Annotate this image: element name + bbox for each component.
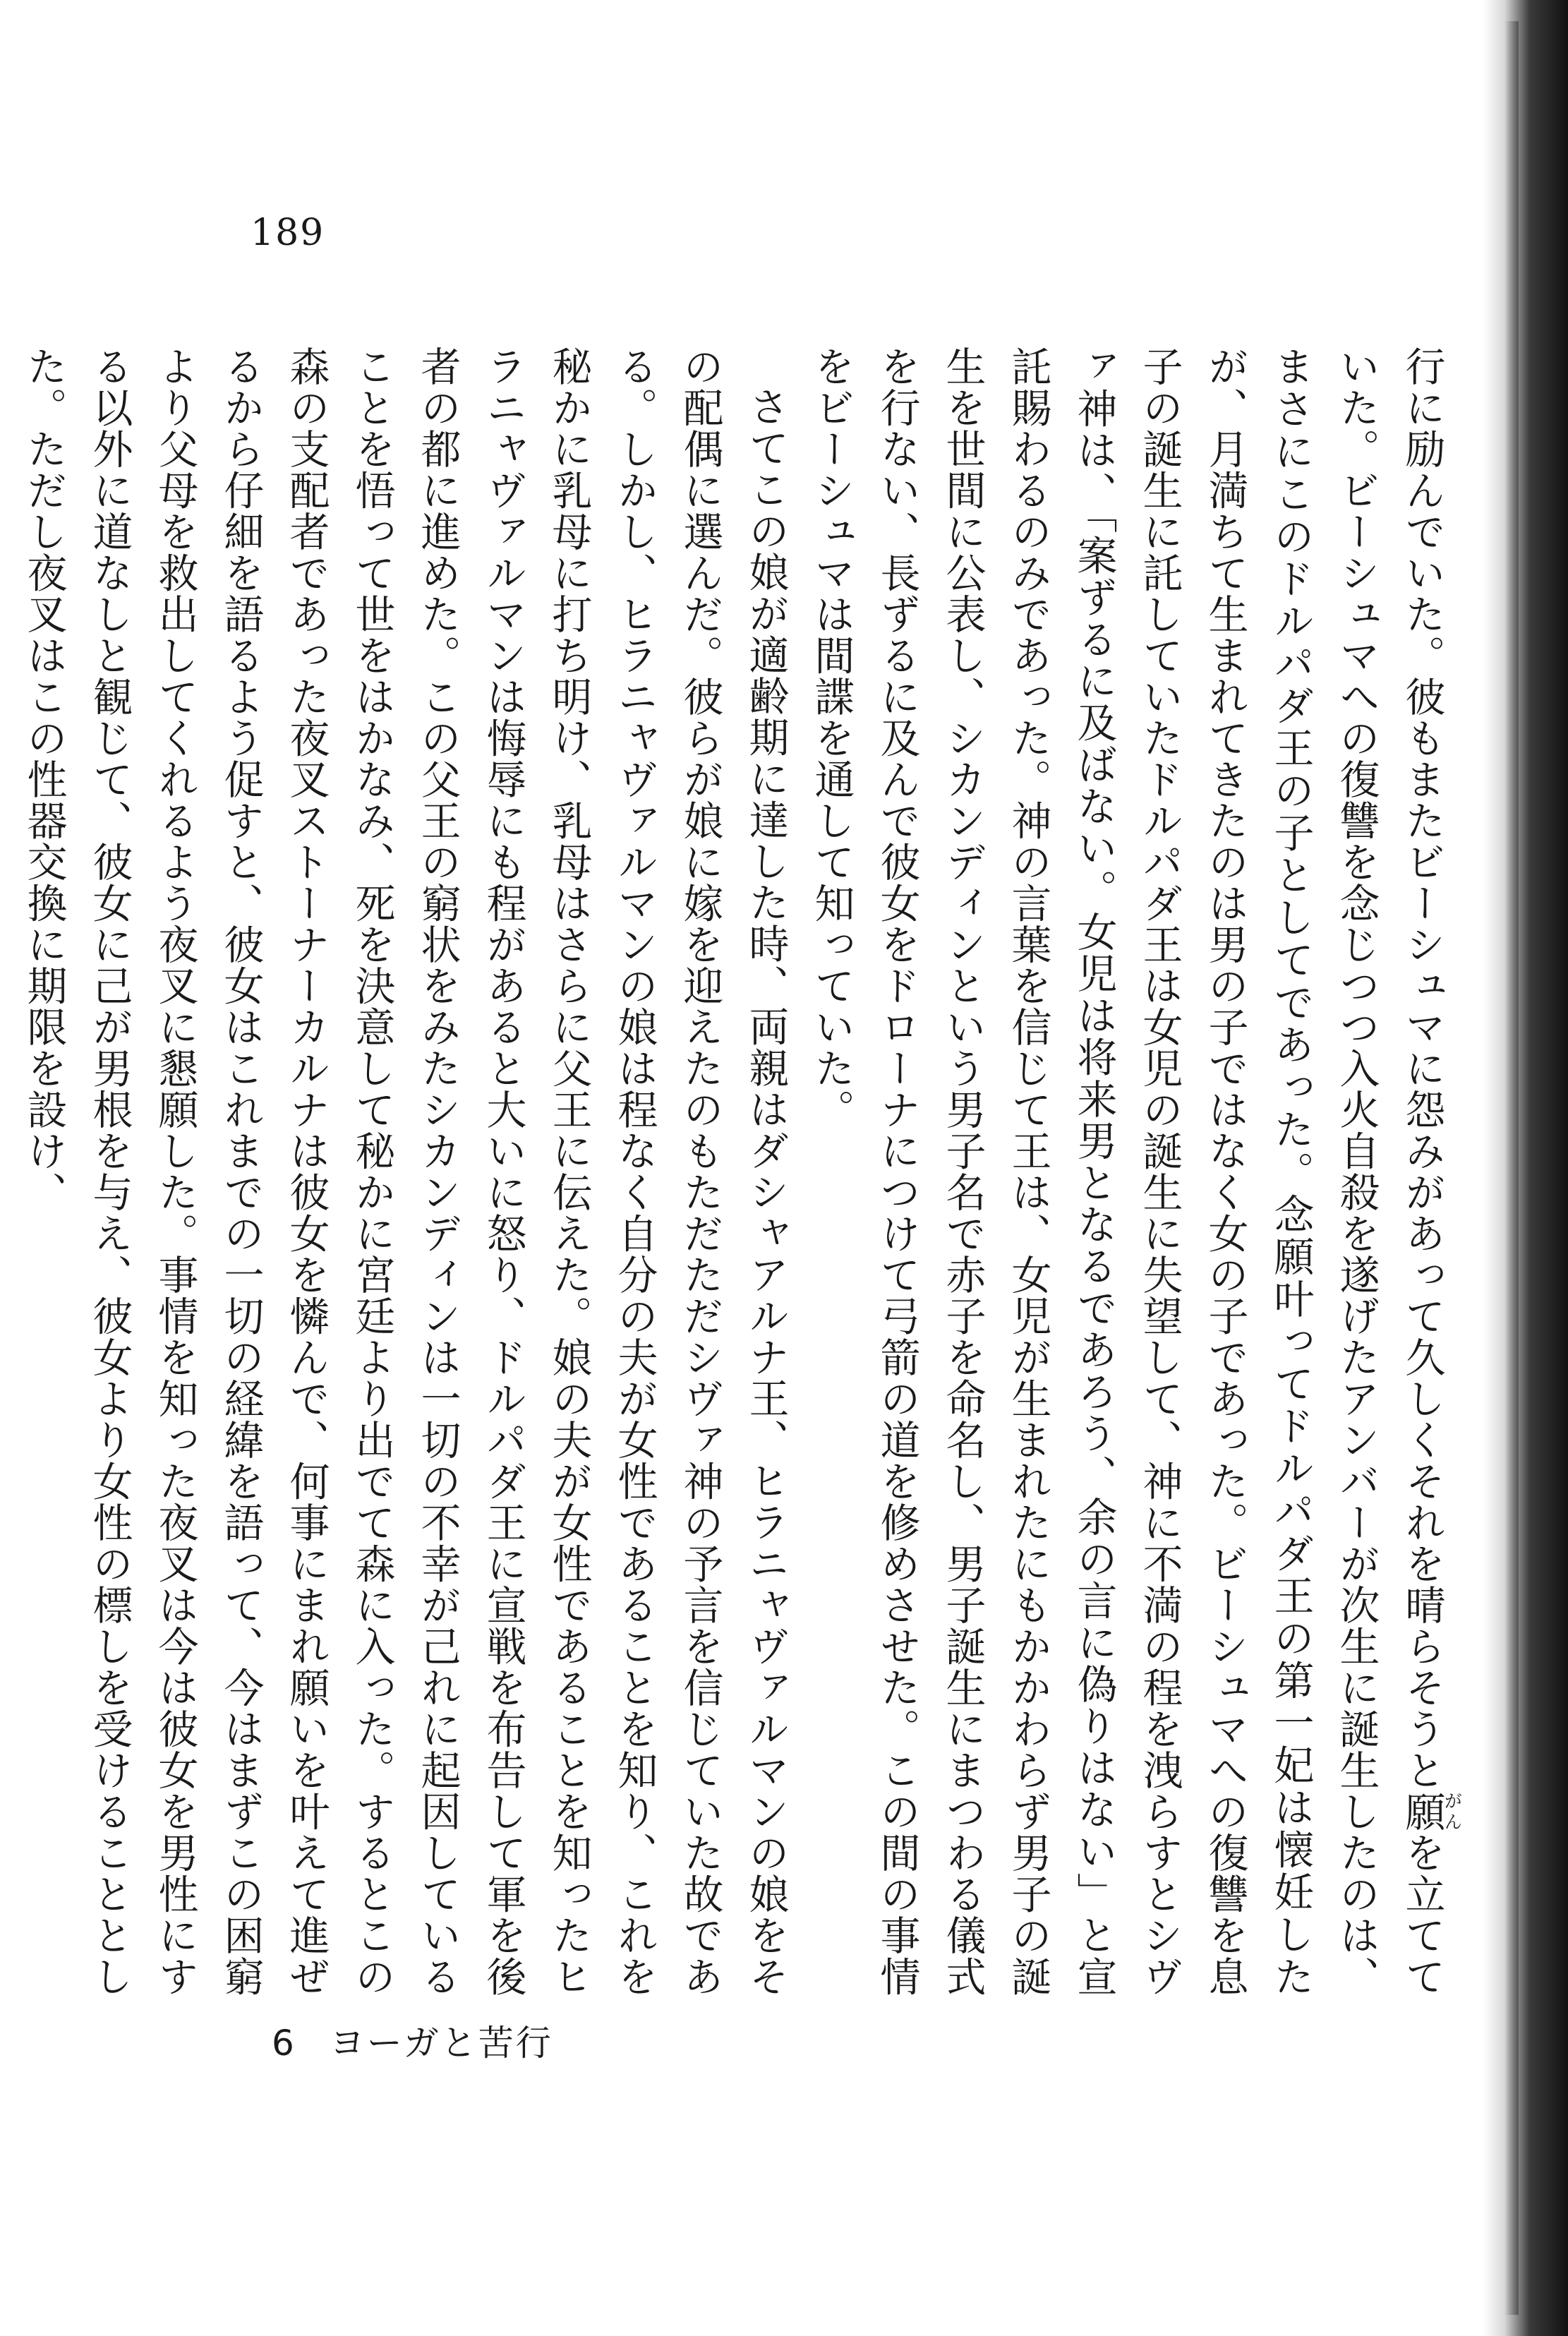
page-number: 189 [251,212,325,254]
page-edge-shadow [1483,0,1568,2336]
binding-gutter [1504,21,1519,2315]
paragraph-1: 行に励んでいた。彼もまたビーシュマに怨みがあって久しくそれを晴らそうと願がんを立てていた。ビーシュマへの復讐を念じつつ入火自殺を遂げたアンバーが次生に誕生したのは、まさにこのドルパダ王の子としてであった。念願叶ってドルパダ王の第一妃は懐妊したが、月満ちて生まれてきたのは男の子ではなく女の子であった。ビーシュマへの復讐を息子の誕生に託していたドルパダ王は女児の誕生に失望して、神に不満の程を洩らすとシヴァ神は、「案ずるに及ばない。女児は将来男となるであろう、余の言に偽りはない」と宣託賜わるのみであった。神の言葉を信じて王は、女児が生まれたにもかかわらず男子の誕生を世間に公表し、シカンディンという男子名で赤子を命名し、男子誕生にまつわる儀式を行ない、長ずるに及んで彼女をドローナにつけて弓箭の道を修めさせた。この間の事情をビーシュマは間諜を通して知っていた。 [808,346,1462,1997]
paragraph-2: さてこの娘が適齢期に達した時、両親はダシャアルナ王、ヒラニャヴァルマンの娘をその配偶に選んだ。彼らが娘に嫁を迎えたのもただただシヴァ神の予言を信じていた故である。しかし、ヒラニャヴァルマンの娘は程なく自分の夫が女性であることを知り、これを秘かに乳母に打ち明け、乳母はさらに父王に伝えた。娘の夫が女性であることを知ったヒラニャヴァルマンは悔辱にも程があると大いに怒り、ドルパダ王に宣戦を布告して軍を後者の都に進めた。この父王の窮状をみたシカンディンは一切の不幸が己れに起因していることを悟って世をはかなみ、死を決意して秘かに宮廷より出でて森に入った。するとこの森の支配者であった夜叉ストーナーカルナは彼女を憐んで、何事にまれ願いを叶えて進ぜるから仔細を語るよう促すと、彼女はこれまでの一切の経緯を語って、今はまずこの困窮より父母を救出してくれるよう夜叉に懇願した。事情を知った夜叉は今は彼女を男性にする以外に道なしと観じて、彼女に己が男根を与え、彼女より女性の標しを受けることとした。ただし夜叉はこの性器交換に期限を設け、 [20,346,789,1997]
ruby-reading: がん [1441,1790,1462,1832]
running-footer [272,2015,553,2066]
body-text [20,346,1462,1997]
chapter-number: 6 [272,2023,296,2064]
ruby-gan: 願がん [1399,1790,1462,1832]
chapter-title: ヨーガと苦行 [329,2023,553,2064]
